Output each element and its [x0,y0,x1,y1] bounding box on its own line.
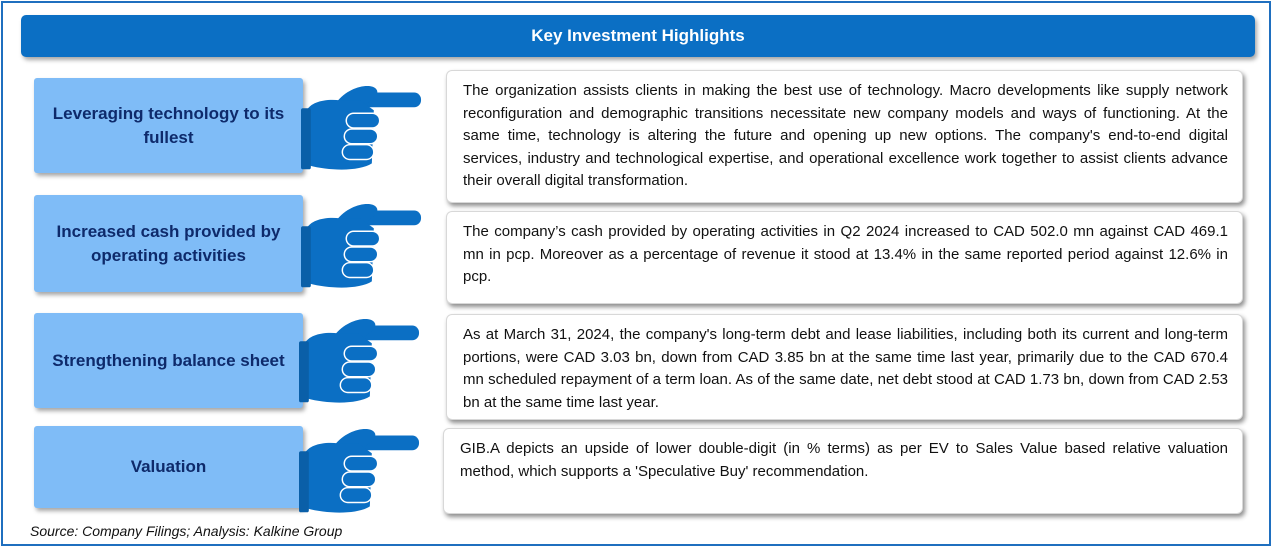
pointing-hand-icon [301,198,423,290]
highlight-label-balance-sheet: Strengthening balance sheet [34,313,303,408]
highlight-label-technology: Leveraging technology to its fullest [34,78,303,173]
highlights-panel [1,1,1271,546]
section-title: Key Investment Highlights [21,15,1255,57]
highlight-description-valuation: GIB.A depicts an upside of lower double-digit (in % terms) as per EV to Sales Value based relative valuation method, which supports a 'Speculative Buy' recommendation. [443,428,1243,514]
highlight-description-balance-sheet: As at March 31, 2024, the company's long-term debt and lease liabilities, including both its current and long-term portions, were CAD 3.03 bn, down from CAD 3.85 bn at the same time last year, primarily due to the CAD 670.4 mn scheduled repayment of a term loan. As of the same date, net debt stood at CAD 1.73 bn, down from CAD 2.53 bn at the same time last year. [446,314,1243,420]
pointing-hand-icon [299,313,421,405]
highlight-description-cash: The company’s cash provided by operating activities in Q2 2024 increased to CAD 502.0 mn against CAD 469.1 mn in pcp. Moreover as a percentage of revenue it stood at 13.4% in the same reported period against 12.6% in pcp. [446,211,1243,304]
highlight-label-cash: Increased cash provided by operating activities [34,195,303,292]
highlight-description-technology: The organization assists clients in making the best use of technology. Macro developments like supply network reconfiguration and demographic transitions necessitate new company models and ways of functioning. At the same time, technology is altering the future and opening up new options. The company's end-to-end digital services, industry and technological expertise, and operational excellence work together to assist clients advance their overall digital transformation. [446,70,1243,203]
pointing-hand-icon [299,423,421,515]
pointing-hand-icon [301,80,423,172]
source-note: Source: Company Filings; Analysis: Kalkine Group [30,523,343,539]
highlight-label-valuation: Valuation [34,426,303,508]
